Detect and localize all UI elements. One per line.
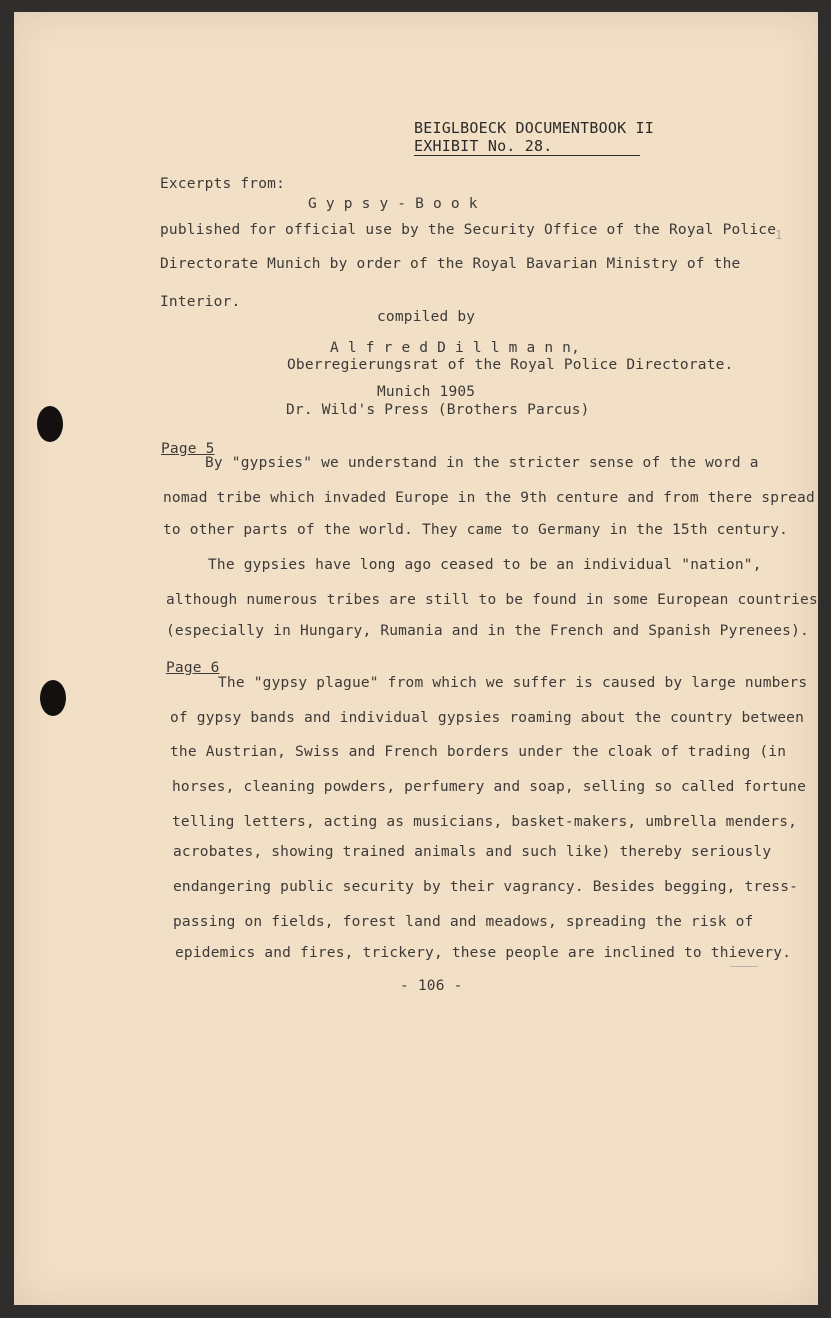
page-5-marker: Page 5: [161, 441, 215, 457]
page6-line-5: telling letters, acting as musicians, basket-makers, umbrella menders,: [172, 814, 798, 830]
intro-line-3: Interior.: [160, 294, 241, 310]
page5-line-4: The gypsies have long ago ceased to be an individual "nation",: [208, 557, 762, 573]
intro-line-1: published for official use by the Security Office of the Royal Police: [160, 222, 777, 238]
page6-line-2: of gypsy bands and individual gypsies roaming about the country between: [170, 710, 805, 726]
excerpts-label: Excerpts from:: [160, 176, 286, 192]
author-title: Oberregierungsrat of the Royal Police Directorate.: [287, 357, 734, 373]
margin-dash: [730, 966, 758, 967]
document-book-title: BEIGLBOECK DOCUMENTBOOK II: [414, 119, 654, 137]
page6-line-9: epidemics and fires, trickery, these people are inclined to thievery.: [175, 945, 792, 961]
page5-line-3: to other parts of the world. They came to Germany in the 15th century.: [163, 522, 789, 538]
page-number: - 106 -: [400, 978, 463, 994]
page6-line-7: endangering public security by their vagrancy. Besides begging, tress-: [173, 879, 799, 895]
page6-line-3: the Austrian, Swiss and French borders under the cloak of trading (in: [170, 744, 787, 760]
margin-stamp: 1: [775, 228, 783, 242]
page5-line-6: (especially in Hungary, Rumania and in the French and Spanish Pyrenees).: [166, 623, 809, 639]
author-name: A l f r e d D i l l m a n n,: [330, 340, 581, 356]
page6-line-8: passing on fields, forest land and meadows, spreading the risk of: [173, 914, 754, 930]
page6-line-1: The "gypsy plague" from which we suffer is caused by large numbers: [218, 675, 808, 691]
place-year: Munich 1905: [377, 384, 476, 400]
page6-line-4: horses, cleaning powders, perfumery and soap, selling so called fortune: [172, 779, 807, 795]
punch-hole-top: [37, 406, 63, 442]
page-6-marker: Page 6: [166, 660, 220, 676]
page5-line-1: By "gypsies" we understand in the stricter sense of the word a: [205, 455, 759, 471]
compiled-by: compiled by: [377, 309, 476, 325]
page5-line-2: nomad tribe which invaded Europe in the 9th centure and from there spread: [163, 490, 815, 506]
punch-hole-bottom: [40, 680, 66, 716]
intro-line-2: Directorate Munich by order of the Royal Bavarian Ministry of the: [160, 256, 741, 272]
page5-line-5: although numerous tribes are still to be found in some European countries: [166, 592, 818, 608]
exhibit-number: EXHIBIT No. 28.: [414, 137, 640, 156]
book-title: G y p s y - B o o k: [308, 196, 478, 212]
page6-line-6: acrobates, showing trained animals and such like) thereby seriously: [173, 844, 772, 860]
publisher: Dr. Wild's Press (Brothers Parcus): [286, 402, 590, 418]
